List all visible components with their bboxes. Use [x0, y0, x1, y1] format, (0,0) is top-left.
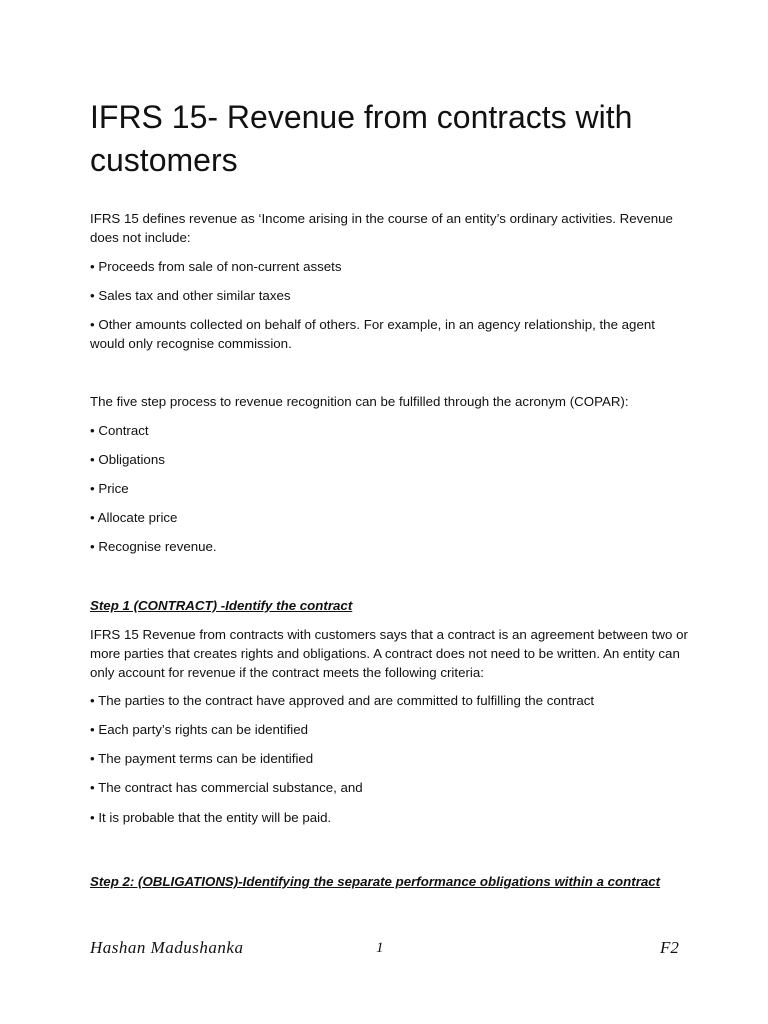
copar-step-obligations: • Obligations — [90, 452, 165, 467]
step1-criteria-3: • The payment terms can be identified — [90, 751, 314, 766]
step1-criteria-1: • The parties to the contract have approved and are committed to fulfilling the contract — [90, 693, 595, 708]
exclusion-item-3: • Other amounts collected on behalf of others. For example, in an agency relationship, the agent would only recognise commission. — [90, 317, 655, 351]
copar-step-contract: • Contract — [90, 423, 149, 438]
copar-step-allocate: • Allocate price — [90, 510, 178, 525]
copar-step-price: • Price — [90, 481, 129, 496]
intro-paragraph: IFRS 15 defines revenue as ‘Income arising in the course of an entity’s ordinary activities. Revenue does not include: — [90, 211, 673, 245]
page-title: IFRS 15- Revenue from contracts with customers — [90, 99, 633, 178]
footer-page-number: 1 — [376, 940, 384, 956]
exclusion-item-2: • Sales tax and other similar taxes — [90, 288, 291, 303]
step1-criteria-4: • The contract has commercial substance, and — [90, 780, 363, 795]
exclusion-item-1: • Proceeds from sale of non-current assets — [90, 259, 342, 274]
footer-author: Hashan Madushanka — [90, 938, 244, 957]
step2-heading: Step 2: (OBLIGATIONS)-Identifying the separate performance obligations within a contract — [90, 874, 661, 889]
step1-paragraph: IFRS 15 Revenue from contracts with customers says that a contract is an agreement between two or more parties that creates rights and obligations. A contract does not need to be written. An entity can only account for revenue if the contract meets the following criteria: — [90, 627, 688, 680]
step1-criteria-2: • Each party’s rights can be identified — [90, 722, 309, 737]
step1-heading: Step 1 (CONTRACT) -Identify the contract — [90, 598, 353, 613]
step1-criteria-5: • It is probable that the entity will be paid. — [90, 810, 332, 825]
copar-step-recognise: • Recognise revenue. — [90, 539, 217, 554]
copar-intro: The five step process to revenue recognition can be fulfilled through the acronym (COPAR): — [90, 394, 629, 409]
footer-code: F2 — [660, 938, 679, 957]
